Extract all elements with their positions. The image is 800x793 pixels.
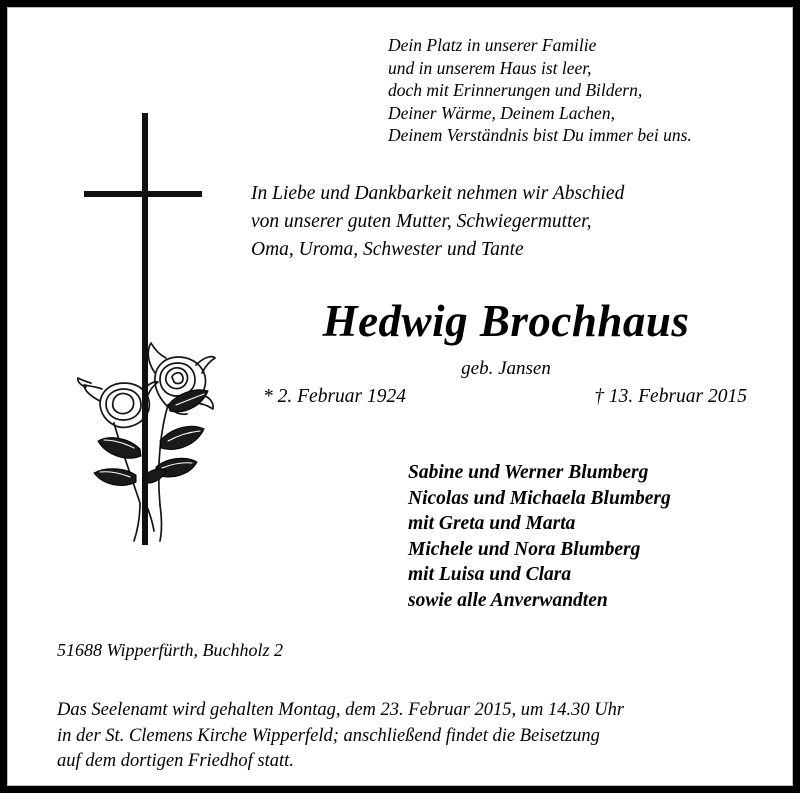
survivor-line: mit Luisa und Clara <box>408 564 572 585</box>
poem-line: Deinem Verständnis bist Du immer bei uns. <box>388 125 692 146</box>
farewell-line: In Liebe und Dankbarkeit nehmen wir Abschied <box>251 183 625 204</box>
birth-date: * 2. Februar 1924 <box>263 386 406 407</box>
farewell-statement <box>251 180 751 264</box>
service-line: auf dem dortigen Friedhof statt. <box>57 751 294 771</box>
survivor-line: sowie alle Anverwandten <box>408 589 608 611</box>
farewell-line: von unserer guten Mutter, Schwiegermutter, <box>251 211 592 232</box>
survivors-list <box>408 460 768 613</box>
memorial-poem <box>388 34 788 147</box>
death-date: † 13. Februar 2015 <box>594 386 747 407</box>
deceased-name: Hedwig Brochhaus <box>322 296 690 346</box>
poem-line: doch mit Erinnerungen und Bildern, <box>388 80 643 101</box>
life-dates <box>251 386 761 408</box>
poem-line: und in unserem Haus ist leer, <box>388 57 592 78</box>
survivor-line: Nicolas und Michaela Blumberg <box>408 487 671 509</box>
survivor-line: mit Greta und Marta <box>408 513 576 534</box>
deceased-maiden-name: geb. Jansen <box>461 358 551 379</box>
notice-content-area <box>8 8 792 785</box>
poem-line: Deiner Wärme, Deinem Lachen, <box>388 102 615 123</box>
survivor-line: Michele und Nora Blumberg <box>408 538 641 560</box>
farewell-line: Oma, Uroma, Schwester und Tante <box>251 239 524 260</box>
service-line: Das Seelenamt wird gehalten Montag, dem 23. Februar 2015, um 14.30 Uhr <box>57 700 625 720</box>
poem-line: Dein Platz in unserer Familie <box>388 35 597 55</box>
family-address: 51688 Wipperfürth, Buchholz 2 <box>57 640 283 660</box>
survivor-line: Sabine und Werner Blumberg <box>408 462 649 483</box>
service-line: in der St. Clemens Kirche Wipperfeld; anschließend findet die Beisetzung <box>57 725 600 746</box>
funeral-service-details <box>57 698 761 775</box>
cross-with-roses-icon <box>56 105 216 545</box>
